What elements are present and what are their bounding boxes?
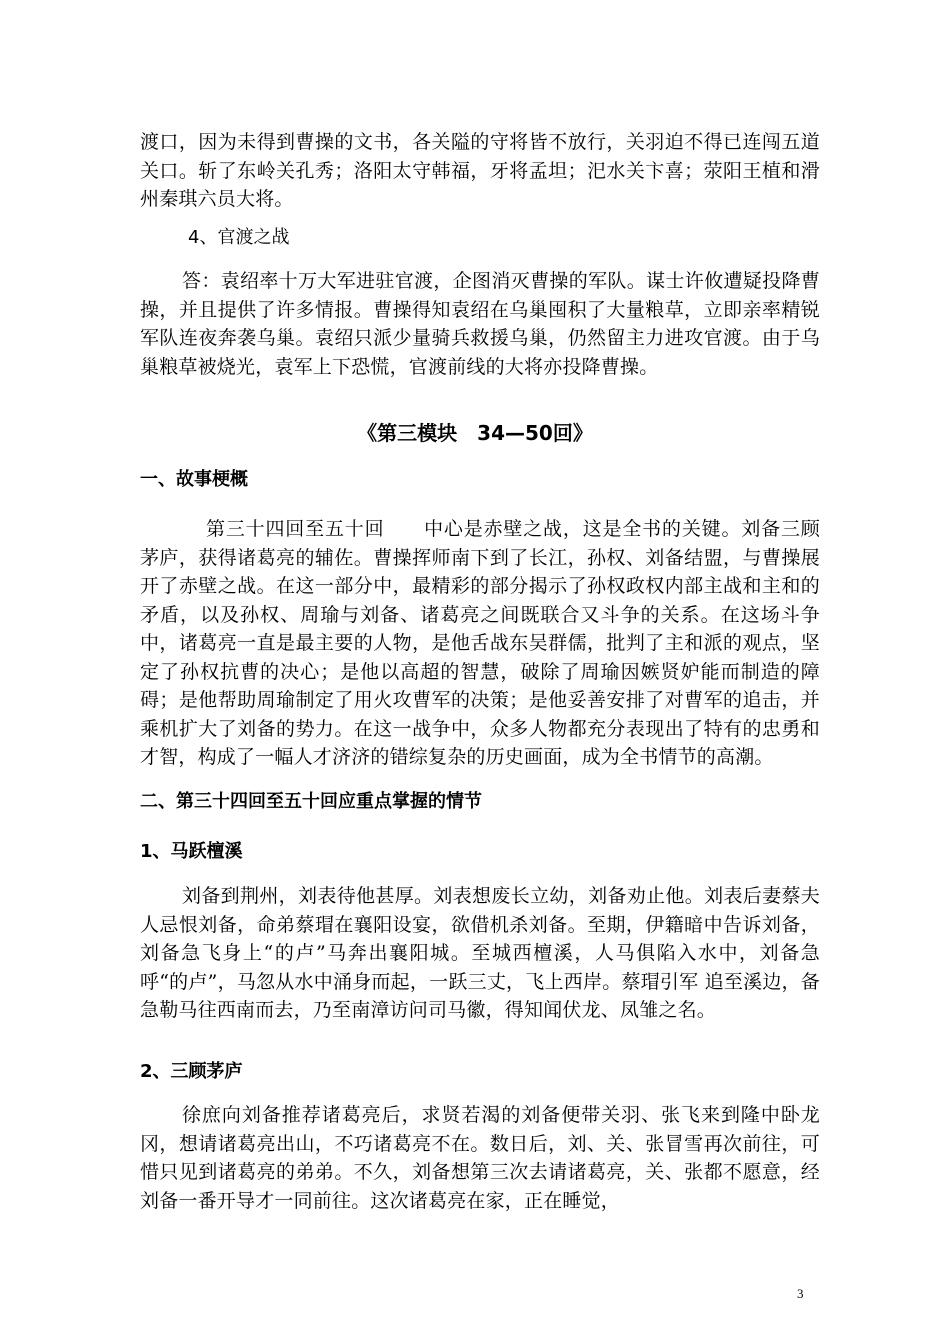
heading-story-summary: 一、故事梗概 xyxy=(140,469,248,490)
heading-key-plots: 二、第三十四回至五十回应重点掌握的情节 xyxy=(140,791,482,812)
page-number: 3 xyxy=(797,1286,804,1301)
paragraph-story-summary: 第三十四回至五十回 中心是赤壁之战，这是全书的关键。刘备三顾茅庐，获得诸葛亮的辅佐。曹操挥师南下到了长江，孙权、刘备结盟，与曹操展开了赤壁之战。在这一部分中，最精彩的部分揭示了孙权政权内部主战和主和的矛盾，以及孙权、周瑜与刘备、诸葛亮之间既联合又斗争的关系。在这场斗争中，诸葛亮一直是最主要的人物，是他舌战东吴群儒，批判了主和派的观点，坚定了孙权抗曹的决心；是他以高超的智慧，破除了周瑜因嫉贤妒能而制造的障碍；是他帮助周瑜制定了用火攻曹军的决策；是他妥善安排了对曹军的追击，并乘机扩大了刘备的势力。在这一战争中，众多人物都充分表现出了特有的忠勇和才智，构成了一幅人才济济的错综复杂的历史画面，成为全书情节的高潮。 xyxy=(140,518,820,768)
module-title: 《第三模块 34—50回》 xyxy=(357,421,593,445)
paragraph-guandu-answer: 答：袁绍率十万大军进驻官渡，企图消灭曹操的军队。谋士许攸遭疑投降曹操，并且提供了许多情报。曹操得知袁绍在乌巢囤积了大量粮草，立即亲率精锐军队连夜奔袭乌巢。袁绍只派少量骑兵救援乌巢，仍然留主力进攻官渡。由于乌巢粮草被烧光，袁军上下恐慌，官渡前线的大将亦投降曹操。 xyxy=(140,270,820,378)
heading-three-visits: 2、三顾茅庐 xyxy=(140,1061,243,1082)
heading-guandu-battle: 4、官渡之战 xyxy=(188,227,290,248)
heading-tanxi: 1、马跃檀溪 xyxy=(140,841,243,862)
paragraph-guan-yu-passes: 渡口，因为未得到曹操的文书，各关隘的守将皆不放行，关羽迫不得已连闯五道关口。斩了东岭关孔秀；洛阳太守韩福，牙将孟坦；汜水关卞喜；荥阳王植和滑州秦琪六员大将。 xyxy=(140,131,820,210)
paragraph-tanxi: 刘备到荆州，刘表待他甚厚。刘表想废长立幼，刘备劝止他。刘表后妻蔡夫人忌恨刘备，命弟蔡瑁在襄阳设宴，欲借机杀刘备。至期，伊籍暗中告诉刘备，刘备急飞身上“的卢”马奔出襄阳城。至城西檀溪，人马俱陷入水中，刘备急呼“的卢”，马忽从水中涌身而起，一跃三丈，飞上西岸。蔡瑁引军 追至溪边，备急勒马往西南而去，乃至南漳访问司马徽，得知闻伏龙、凤雏之名。 xyxy=(140,885,820,1021)
paragraph-three-visits: 徐庶向刘备推荐诸葛亮后，求贤若渴的刘备便带关羽、张飞来到隆中卧龙冈，想请诸葛亮出山，不巧诸葛亮不在。数日后，刘、关、张冒雪再次前往，可惜只见到诸葛亮的弟弟。不久，刘备想第三次去请诸葛亮，关、张都不愿意，经刘备一番开导才一同前往。这次诸葛亮在家，正在睡觉， xyxy=(140,1104,820,1212)
